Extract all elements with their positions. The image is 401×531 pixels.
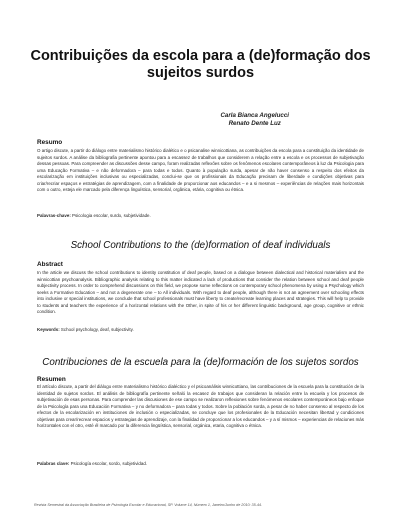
- author-name: Carla Bianca Angelucci: [220, 112, 289, 119]
- spanish-title: Contribuciones de la escuela para la (de)formación de los sujetos sordos: [42, 357, 359, 368]
- abstract-text: In the article we discuss the school contributions to identity constitution of deaf people, based on a dialogue between dialectical and historical materialism and the winnicottian psychoanalysis. Bibliographic analysis relating to this matter indicated a lack of productions that consider the relation between school and deaf people subjectivity process. In order to comprehend discussions on this field, we propose some reflections on contemporary school phenomena by using a Psychology which seeks a Formative Education – and not a degenerate one – to All individuals. With regard to deaf people, although there is not an agreement over schooling effects into inclusive or special institutions, we conclude that school professionals must have liberty to create/recreate learning places and strategies. This will help to provide to students and teachers the experience of a horizontal relations with the Other, in spite of his or her different linguistic background, age group, cognitive or ethnic condition.: [37, 270, 364, 314]
- resumen-text: El artículo discute, a partir del diálogo entre materialismo histórico dialéctico y el psicoanálisis winnicottiano, las contribuciones de la escuela para la constitución de la identidad de sujetos sordos. El análisis de bibliografía pertinente señaló la escasez de trabajos que consideran la relación entre la escuela y los procesos de subjetivación de esas personas. Para comprender las discusiones de ese campo se realizaron reflexiones sobre fenómenos escolares contemporáneos bajo enfoque de la Psicología para una Educación Formativa – y no deformadora – para todas y todos. Sobre la población sorda, a pesar de no haber consenso al respecto de los efectos de la escolarización en instituciones de inclusión o especializadas, se concluye que los profesionales de la Educación necesitan libertad y condiciones objetivas para crear/recrear espacios y estrategias de aprendizaje, con la finalidad de proporcionar a los educandos – y a sí mismos – experiencias de relaciones más horizontales con el otro, esté él marcado por la diferencia lingüística, sensorial, orgánica, etaria, cognitiva o étnica.: [37, 384, 364, 428]
- resumo-text: O artigo discute, a partir do diálogo entre materialismo histórico dialético e o psicanalise winnicottiana, as contribuições da escola para a constituição da identidade de sujeitos surdos. A análise da bibliografia pertinente apontou para a escassez de trabalhos que considerem a relação entre a escola e os processos de subjetivação dessas pessoas. Para compreender as discussões desse campo, foram realizadas reflexões sobre os fenômenos escolares contemporâneos à luz da Psicologia para uma Educação Formativa – e não deformadora – para todas e todos. Quanto à população surda, apesar de não haver consenso a respeito dos efeitos da escolarização em instituições inclusivas ou especializadas, conclui-se que os profissionais da Educação precisam de liberdade e condições objetivas para criar/recriar espaços e estratégias de aprendizagem, com a finalidade de proporcionar aos educandos – e a si mesmos – experiências de relações mais horizontais com o outro, esteja ele marcado pela diferença linguística, sensorial, orgânica, etária, cognitiva ou étnica.: [37, 148, 364, 192]
- keywords-label: Palabras clave:: [37, 461, 70, 466]
- keywords-value: Psicologia escolar, surdo, subjetividade.: [72, 213, 151, 218]
- keywords-label: Keywords:: [37, 327, 60, 332]
- english-title: School Contributions to the (de)formation of deaf individuals: [70, 240, 331, 251]
- abstract-heading: Abstract: [37, 261, 63, 268]
- keywords-line: [37, 327, 364, 334]
- author-name: Renato Dente Luz: [228, 119, 281, 127]
- keywords-label: Palavras-chave:: [37, 213, 71, 218]
- palavras-chave: [37, 213, 364, 220]
- keywords-value: School psychology, deaf, subjectivity.: [60, 327, 134, 332]
- keywords-value: Psicología escolar, sordo, subjetividad.: [70, 461, 148, 466]
- resumen-heading: Resumen: [37, 376, 66, 383]
- palabras-clave: [37, 461, 364, 468]
- journal-footer: Revista Semestral da Associação Brasileira de Psicologia Escolar e Educacional, SP. Volume 14, Número 1, Janeiro/Junho de 2010: 35-44.: [34, 503, 262, 507]
- resumo-heading: Resumo: [37, 139, 63, 146]
- author-list: [220, 112, 289, 127]
- article-title: Contribuições da escola para a (de)formação dos sujeitos surdos: [30, 48, 371, 81]
